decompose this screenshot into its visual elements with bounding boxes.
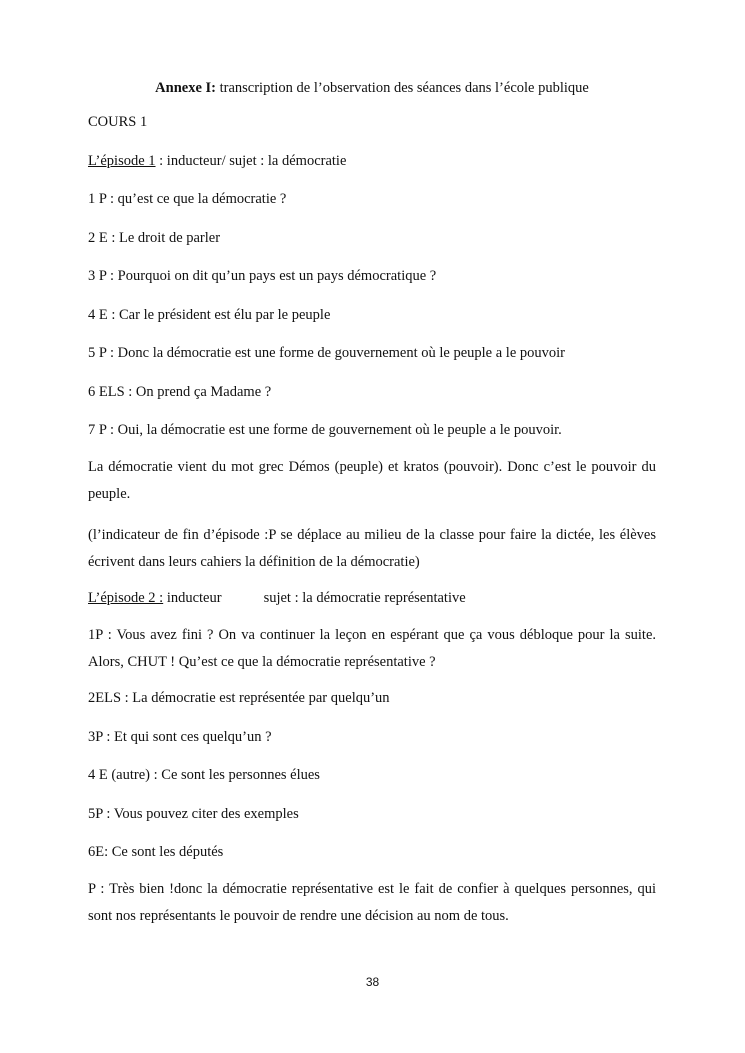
dialogue-line: 4 E : Car le président est élu par le peuple	[88, 306, 331, 323]
episode-2-heading	[88, 588, 656, 608]
document-page	[88, 78, 656, 944]
dialogue-line: 4 E (autre) : Ce sont les personnes élues	[88, 767, 320, 783]
dialogue-line: 5 P : Donc la démocratie est une forme de gouvernement où le peuple a le pouvoir	[88, 345, 565, 361]
dialogue-line: 2ELS : La démocratie est représentée par quelqu’un	[88, 690, 390, 706]
dialogue-line: 5P : Vous pouvez citer des exemples	[88, 805, 299, 822]
episode-1-label: L’épisode 1	[88, 152, 156, 169]
dialogue-line: 2 E : Le droit de parler	[88, 229, 221, 246]
episode-2-topic: sujet : la démocratie représentative	[263, 590, 466, 606]
annex-title-rest: transcription de l’observation des séances dans l’école publique	[215, 80, 589, 96]
episode-1-topic: : inducteur/ sujet : la démocratie	[155, 152, 347, 169]
dialogue-paragraph: 1P : Vous avez fini ? On va continuer la leçon en espérant que ça vous débloque pour la suite. Alors, CHUT ! Qu’est ce que la démocratie représentative ?	[88, 627, 656, 670]
episode-1-heading	[88, 151, 656, 171]
dialogue-line: 3 P : Pourquoi on dit qu’un pays est un pays démocratique ?	[88, 268, 437, 284]
closing-paragraph: P : Très bien !donc la démocratie représentative est le fait de confier à quelques personnes, qui sont nos représentants le pouvoir de rendre une décision au nom de tous.	[88, 881, 656, 924]
episode-end-note: (l’indicateur de fin d’épisode :P se déplace au milieu de la classe pour faire la dictée, les élèves écrivent dans leurs cahiers la définition de la démocratie)	[88, 527, 656, 570]
episode-2-inducer: inducteur	[163, 590, 222, 606]
episode-2-label: L’épisode 2 :	[88, 590, 164, 606]
annex-title	[88, 78, 656, 98]
page-number: 38	[365, 975, 380, 989]
dialogue-line: 7 P : Oui, la démocratie est une forme de gouvernement où le peuple a le pouvoir.	[88, 422, 562, 438]
dialogue-line: 3P : Et qui sont ces quelqu’un ?	[88, 728, 272, 745]
dialogue-line: 1 P : qu’est ce que la démocratie ?	[88, 191, 287, 207]
annex-title-bold: Annexe I:	[155, 80, 216, 96]
definition-paragraph: La démocratie vient du mot grec Démos (peuple) et kratos (pouvoir). Donc c’est le pouvoir du peuple.	[88, 459, 656, 502]
course-heading: COURS 1	[88, 114, 148, 130]
dialogue-line: 6E: Ce sont les députés	[88, 844, 224, 860]
dialogue-line: 6 ELS : On prend ça Madame ?	[88, 383, 272, 400]
